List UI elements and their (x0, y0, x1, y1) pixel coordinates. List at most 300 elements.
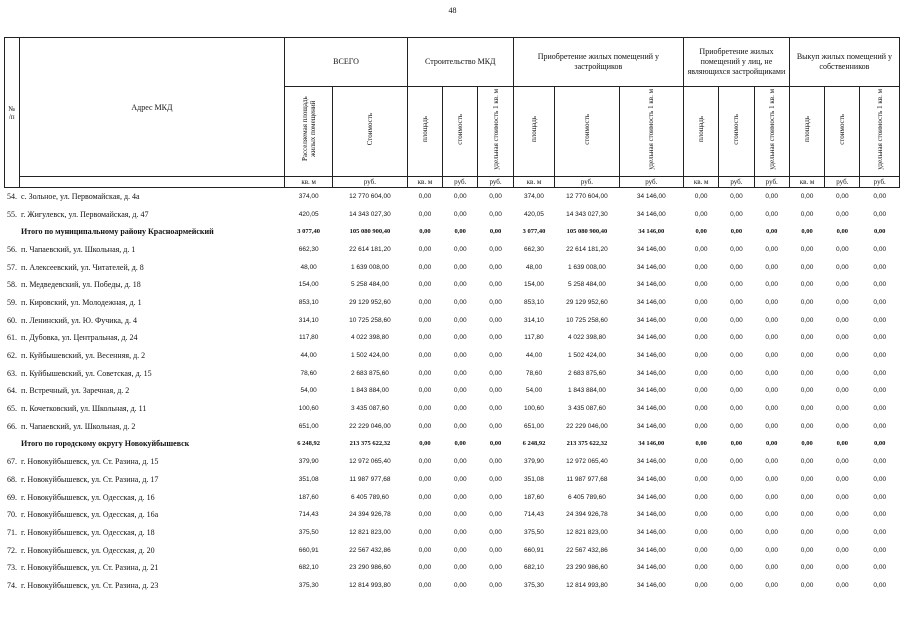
header-row-groups (5, 38, 900, 87)
value-cell: 14 343 027,30 (566, 210, 608, 218)
group-header-developer-purchase: Приобретение жилых помещений у застройщиков (513, 38, 683, 87)
value-cell: 0,00 (835, 475, 849, 483)
value-cell: 660,91 (298, 546, 319, 554)
value-cell: 0,00 (800, 281, 814, 289)
value-cell: 0,00 (694, 387, 708, 395)
value-cell: 0,00 (765, 493, 779, 501)
value-cell: 0,00 (418, 193, 432, 201)
value-cell: 0,00 (765, 352, 779, 360)
value-cell: 0,00 (730, 193, 743, 201)
value-cell: 0,00 (835, 528, 849, 536)
value-cell: 12 814 993,80 (566, 581, 608, 589)
value-cell: 0,00 (800, 369, 814, 377)
subcolumn-header (285, 87, 333, 177)
value-cell: 0,00 (835, 245, 849, 253)
value-cell: 0,00 (730, 528, 743, 536)
table-row (5, 347, 900, 365)
subcolumn-header (333, 87, 408, 177)
row-address: Итого по городскому округу Новокуйбышевск (21, 439, 190, 449)
value-cell: 0,00 (765, 422, 779, 430)
value-cell: 1 502 424,00 (350, 352, 389, 360)
value-cell: 11 987 977,68 (349, 475, 391, 483)
subcolumn-label: стоимость (582, 113, 591, 145)
row-number: 69. (7, 492, 18, 502)
value-cell: 105 080 900,40 (566, 228, 608, 236)
value-cell: 0,00 (453, 405, 467, 413)
value-cell: 6 248,92 (297, 440, 321, 448)
value-cell: 0,00 (836, 228, 848, 236)
value-cell: 0,00 (874, 228, 886, 236)
row-address: г. Новокуйбышевск, ул. Одесская, д. 18 (21, 527, 155, 537)
value-cell: 34 146,00 (636, 475, 666, 483)
value-cell: 0,00 (800, 405, 814, 413)
row-number: 65. (7, 404, 18, 414)
unit-cell: руб. (860, 177, 900, 188)
value-cell: 0,00 (453, 511, 467, 519)
value-cell: 12 972 065,40 (349, 458, 391, 466)
value-cell: 0,00 (453, 316, 467, 324)
value-cell: 4 022 398,80 (567, 334, 606, 342)
subcolumn-header (860, 87, 900, 177)
row-address: г. Новокуйбышевск, ул. Одесская, д. 16а (21, 510, 159, 520)
value-cell: 0,00 (418, 281, 432, 289)
table-row (5, 258, 900, 276)
value-cell: 10 725 258,60 (566, 316, 608, 324)
value-cell: 314,10 (298, 316, 319, 324)
unit-cell: кв. м (683, 177, 718, 188)
value-cell: 0,00 (800, 458, 814, 466)
value-cell: 4 022 398,80 (350, 334, 389, 342)
value-cell: 0,00 (765, 193, 779, 201)
value-cell: 0,00 (418, 263, 432, 271)
table-row (5, 417, 900, 435)
value-cell: 0,00 (730, 263, 743, 271)
subcolumn-header (825, 87, 860, 177)
value-cell: 0,00 (418, 546, 432, 554)
value-cell: 0,00 (453, 546, 467, 554)
value-cell: 0,00 (418, 298, 432, 306)
value-cell: 662,30 (524, 245, 544, 253)
value-cell: 0,00 (418, 493, 432, 501)
value-cell: 0,00 (835, 581, 849, 589)
value-cell: 0,00 (730, 440, 743, 448)
subcolumn-label: стоимость (456, 113, 465, 145)
value-cell: 0,00 (730, 493, 743, 501)
value-cell: 0,00 (694, 581, 708, 589)
value-cell: 0,00 (694, 546, 708, 554)
row-address: п. Кировский, ул. Молодежная, д. 1 (21, 297, 142, 307)
value-cell: 187,60 (524, 493, 544, 501)
value-cell: 651,00 (524, 422, 544, 430)
value-cell: 23 290 986,60 (566, 564, 608, 572)
group-header-buyout: Выкуп жилых помещений у собственников (789, 38, 899, 87)
value-cell: 0,00 (453, 475, 467, 483)
value-cell: 714,43 (298, 511, 319, 519)
subcolumn-label: удельная стоимость 1 кв. м (491, 88, 500, 170)
value-cell: 0,00 (489, 440, 502, 448)
value-cell: 0,00 (730, 210, 743, 218)
unit-cell: руб. (619, 177, 683, 188)
value-cell: 0,00 (835, 405, 849, 413)
value-cell: 5 258 484,00 (350, 281, 389, 289)
value-cell: 0,00 (489, 193, 502, 201)
value-cell: 0,00 (835, 387, 849, 395)
value-cell: 351,08 (298, 475, 319, 483)
value-cell: 34 146,00 (636, 210, 666, 218)
value-cell: 0,00 (418, 511, 432, 519)
value-cell: 105 080 900,40 (349, 228, 391, 236)
address-unit-cell (19, 177, 285, 188)
value-cell: 0,00 (418, 210, 432, 218)
resettlement-table (4, 37, 900, 594)
value-cell: 0,00 (489, 511, 502, 519)
value-cell: 34 146,00 (638, 228, 665, 236)
subcolumn-label: Расселяемая площадь жилых помещений (300, 96, 317, 162)
row-number: 63. (7, 368, 18, 378)
value-cell: 10 725 258,60 (349, 316, 391, 324)
subcolumn-header (683, 87, 718, 177)
row-number: 70. (7, 510, 18, 520)
value-cell: 0,00 (835, 298, 849, 306)
value-cell: 12 821 823,00 (349, 528, 391, 536)
row-number: 60. (7, 315, 18, 325)
value-cell: 54,00 (525, 387, 543, 395)
value-cell: 12 814 993,80 (349, 581, 391, 589)
value-cell: 0,00 (873, 422, 887, 430)
value-cell: 0,00 (418, 334, 432, 342)
value-cell: 0,00 (730, 546, 743, 554)
value-cell: 0,00 (489, 581, 502, 589)
value-cell: 34 146,00 (636, 316, 666, 324)
subcolumn-label: стоимость (732, 113, 741, 145)
value-cell: 0,00 (765, 387, 779, 395)
table-row (5, 541, 900, 559)
value-cell: 0,00 (873, 298, 887, 306)
unit-cell: руб. (478, 177, 513, 188)
table-row (5, 524, 900, 542)
value-cell: 0,00 (835, 546, 849, 554)
value-cell: 0,00 (765, 210, 779, 218)
row-address: п. Куйбышевский, ул. Весенняя, д. 2 (21, 351, 146, 361)
value-cell: 22 614 181,20 (349, 245, 391, 253)
table-row (5, 559, 900, 577)
value-cell: 0,00 (873, 493, 887, 501)
value-cell: 0,00 (873, 528, 887, 536)
table-row (5, 311, 900, 329)
value-cell: 0,00 (730, 387, 743, 395)
subcolumn-label: удельная стоимость 1 кв. м (875, 88, 884, 170)
row-address: г. Новокуйбышевск, ул. Ст. Разина, д. 15 (21, 457, 159, 467)
value-cell: 44,00 (300, 352, 317, 360)
subcolumn-label: стоимость (838, 113, 847, 145)
row-address: г. Новокуйбышевск, ул. Одесская, д. 16 (21, 492, 155, 502)
value-cell: 1 843 884,00 (350, 387, 389, 395)
row-address: п. Медведевский, ул. Победы, д. 18 (21, 280, 141, 290)
value-cell: 0,00 (453, 298, 467, 306)
value-cell: 0,00 (694, 528, 708, 536)
unit-cell: руб. (443, 177, 478, 188)
value-cell: 0,00 (694, 263, 708, 271)
value-cell: 34 146,00 (638, 440, 665, 448)
value-cell: 0,00 (730, 281, 743, 289)
value-cell: 0,00 (873, 387, 887, 395)
value-cell: 0,00 (418, 581, 432, 589)
value-cell: 0,00 (489, 546, 502, 554)
value-cell: 117,80 (298, 334, 319, 342)
subcolumn-header (619, 87, 683, 177)
value-cell: 0,00 (835, 193, 849, 201)
value-cell: 660,91 (524, 546, 544, 554)
value-cell: 0,00 (489, 263, 502, 271)
value-cell: 0,00 (694, 210, 708, 218)
table-body (5, 188, 900, 595)
value-cell: 34 146,00 (636, 458, 666, 466)
value-cell: 682,10 (298, 564, 319, 572)
row-number: 58. (7, 280, 18, 290)
value-cell: 0,00 (765, 475, 779, 483)
value-cell: 0,00 (454, 228, 466, 236)
value-cell: 0,00 (453, 334, 467, 342)
value-cell: 0,00 (730, 564, 743, 572)
subcolumn-label: площадь (529, 116, 538, 142)
value-cell: 34 146,00 (636, 281, 666, 289)
value-cell: 24 394 926,78 (349, 511, 391, 519)
page-number: 48 (448, 6, 457, 15)
subcolumn-header (754, 87, 789, 177)
table-row (5, 276, 900, 294)
value-cell: 0,00 (800, 475, 814, 483)
row-address: п. Чапаевский, ул. Школьная, д. 2 (21, 421, 136, 431)
unit-cell: руб. (719, 177, 754, 188)
value-cell: 0,00 (800, 564, 814, 572)
value-cell: 22 229 046,00 (566, 422, 608, 430)
value-cell: 379,90 (298, 458, 319, 466)
value-cell: 0,00 (835, 352, 849, 360)
table-row (5, 577, 900, 595)
value-cell: 12 770 604,00 (566, 193, 608, 201)
row-address: Итого по муниципальному району Красноармейский (21, 227, 214, 237)
value-cell: 351,08 (524, 475, 544, 483)
table-row (5, 471, 900, 489)
subcolumn-header (478, 87, 513, 177)
value-cell: 2 683 875,60 (350, 369, 389, 377)
value-cell: 0,00 (418, 387, 432, 395)
value-cell: 0,00 (730, 405, 743, 413)
value-cell: 0,00 (694, 334, 708, 342)
value-cell: 0,00 (694, 458, 708, 466)
value-cell: 213 375 622,32 (566, 440, 608, 448)
value-cell: 662,30 (298, 245, 319, 253)
value-cell: 100,60 (524, 405, 544, 413)
value-cell: 0,00 (418, 528, 432, 536)
value-cell: 0,00 (800, 493, 814, 501)
value-cell: 0,00 (730, 369, 743, 377)
value-cell: 34 146,00 (636, 352, 666, 360)
row-address: п. Алексеевский, ул. Читателей, д. 8 (21, 262, 144, 272)
value-cell: 0,00 (873, 281, 887, 289)
value-cell: 0,00 (489, 458, 502, 466)
value-cell: 0,00 (836, 440, 848, 448)
value-cell: 78,60 (300, 369, 317, 377)
value-cell: 0,00 (835, 511, 849, 519)
value-cell: 0,00 (835, 422, 849, 430)
row-address: г. Новокуйбышевск, ул. Ст. Разина, д. 21 (21, 563, 159, 573)
value-cell: 34 146,00 (636, 581, 666, 589)
table-row (5, 205, 900, 223)
row-number (5, 223, 20, 241)
value-cell: 853,10 (298, 298, 319, 306)
row-number: 59. (7, 297, 18, 307)
value-cell: 3 435 087,60 (567, 405, 606, 413)
value-cell: 3 435 087,60 (350, 405, 389, 413)
value-cell: 0,00 (835, 281, 849, 289)
unit-cell: руб. (333, 177, 408, 188)
table-row (5, 329, 900, 347)
value-cell: 48,00 (525, 263, 543, 271)
row-number: 64. (7, 386, 18, 396)
group-header-nondeveloper-purchase: Приобретение жилых помещений у лиц, не являющихся застройщиками (683, 38, 789, 87)
value-cell: 0,00 (418, 458, 432, 466)
value-cell: 22 567 432,86 (349, 546, 391, 554)
value-cell: 0,00 (453, 193, 467, 201)
value-cell: 0,00 (730, 352, 743, 360)
value-cell: 44,00 (525, 352, 543, 360)
value-cell: 0,00 (765, 564, 779, 572)
value-cell: 0,00 (489, 422, 502, 430)
value-cell: 0,00 (765, 245, 779, 253)
unit-cell: кв. м (407, 177, 442, 188)
value-cell: 29 129 952,60 (566, 298, 608, 306)
value-cell: 651,00 (298, 422, 319, 430)
unit-cell: кв. м (513, 177, 555, 188)
value-cell: 375,50 (524, 528, 544, 536)
row-number: 61. (7, 333, 18, 343)
value-cell: 0,00 (765, 263, 779, 271)
row-address: г. Новокуйбышевск, ул. Ст. Разина, д. 17 (21, 474, 159, 484)
value-cell: 187,60 (298, 493, 319, 501)
unit-cell: руб. (825, 177, 860, 188)
value-cell: 0,00 (873, 193, 887, 201)
value-cell: 0,00 (489, 475, 502, 483)
value-cell: 0,00 (800, 422, 814, 430)
unit-cell: руб. (754, 177, 789, 188)
value-cell: 0,00 (730, 458, 743, 466)
value-cell: 1 502 424,00 (567, 352, 606, 360)
value-cell: 34 146,00 (636, 511, 666, 519)
value-cell: 0,00 (694, 352, 708, 360)
value-cell: 29 129 952,60 (349, 298, 391, 306)
value-cell: 0,00 (694, 493, 708, 501)
value-cell: 22 567 432,86 (566, 546, 608, 554)
value-cell: 0,00 (489, 387, 502, 395)
row-number: 72. (7, 545, 18, 555)
row-number: 68. (7, 474, 18, 484)
value-cell: 0,00 (873, 369, 887, 377)
group-header-construction: Строительство МКД (407, 38, 513, 87)
value-cell: 0,00 (489, 405, 502, 413)
value-cell: 0,00 (801, 440, 813, 448)
subcolumn-header (407, 87, 442, 177)
value-cell: 374,00 (298, 193, 319, 201)
value-cell: 0,00 (800, 387, 814, 395)
value-cell: 0,00 (695, 228, 707, 236)
value-cell: 375,30 (298, 581, 319, 589)
value-cell: 0,00 (453, 458, 467, 466)
row-number: 74. (7, 580, 18, 590)
value-cell: 0,00 (730, 228, 743, 236)
value-cell: 0,00 (694, 369, 708, 377)
row-address: п. Дубовка, ул. Центральная, д. 24 (21, 333, 138, 343)
value-cell: 0,00 (730, 334, 743, 342)
value-cell: 0,00 (800, 546, 814, 554)
value-cell: 48,00 (300, 263, 317, 271)
subcolumn-header (555, 87, 619, 177)
value-cell: 0,00 (873, 352, 887, 360)
value-cell: 0,00 (418, 369, 432, 377)
subcolumn-label: площадь (420, 116, 429, 142)
value-cell: 34 146,00 (636, 422, 666, 430)
row-address: г. Жигулевск, ул. Первомайская, д. 47 (21, 209, 149, 219)
value-cell: 0,00 (873, 245, 887, 253)
value-cell: 34 146,00 (636, 298, 666, 306)
value-cell: 78,60 (525, 369, 543, 377)
value-cell: 0,00 (419, 440, 431, 448)
unit-cell: кв. м (285, 177, 333, 188)
value-cell: 6 405 789,60 (350, 493, 389, 501)
value-cell: 14 343 027,30 (349, 210, 391, 218)
value-cell: 0,00 (453, 564, 467, 572)
value-cell: 0,00 (800, 263, 814, 271)
value-cell: 0,00 (800, 298, 814, 306)
value-cell: 34 146,00 (636, 193, 666, 201)
value-cell: 0,00 (765, 458, 779, 466)
value-cell: 0,00 (730, 511, 743, 519)
value-cell: 0,00 (694, 475, 708, 483)
value-cell: 1 639 008,00 (350, 263, 389, 271)
value-cell: 34 146,00 (636, 263, 666, 271)
value-cell: 1 639 008,00 (567, 263, 606, 271)
value-cell: 0,00 (835, 316, 849, 324)
value-cell: 154,00 (524, 281, 544, 289)
value-cell: 0,00 (765, 405, 779, 413)
value-cell: 0,00 (835, 493, 849, 501)
value-cell: 0,00 (800, 581, 814, 589)
value-cell: 0,00 (730, 245, 743, 253)
group-header-total: ВСЕГО (285, 38, 408, 87)
value-cell: 0,00 (489, 228, 502, 236)
value-cell: 0,00 (454, 440, 466, 448)
value-cell: 0,00 (765, 511, 779, 519)
no-column-header: № /п (5, 38, 20, 188)
value-cell: 0,00 (873, 511, 887, 519)
value-cell: 34 146,00 (636, 564, 666, 572)
value-cell: 0,00 (489, 316, 502, 324)
value-cell: 0,00 (695, 440, 707, 448)
value-cell: 0,00 (765, 369, 779, 377)
value-cell: 0,00 (800, 334, 814, 342)
value-cell: 6 405 789,60 (567, 493, 606, 501)
value-cell: 23 290 986,60 (349, 564, 391, 572)
value-cell: 0,00 (835, 564, 849, 572)
value-cell: 0,00 (873, 546, 887, 554)
value-cell: 34 146,00 (636, 387, 666, 395)
value-cell: 420,05 (298, 210, 319, 218)
value-cell: 34 146,00 (636, 546, 666, 554)
address-column-header: Адрес МКД (19, 38, 285, 177)
value-cell: 0,00 (489, 245, 502, 253)
value-cell: 0,00 (453, 581, 467, 589)
value-cell: 0,00 (873, 405, 887, 413)
